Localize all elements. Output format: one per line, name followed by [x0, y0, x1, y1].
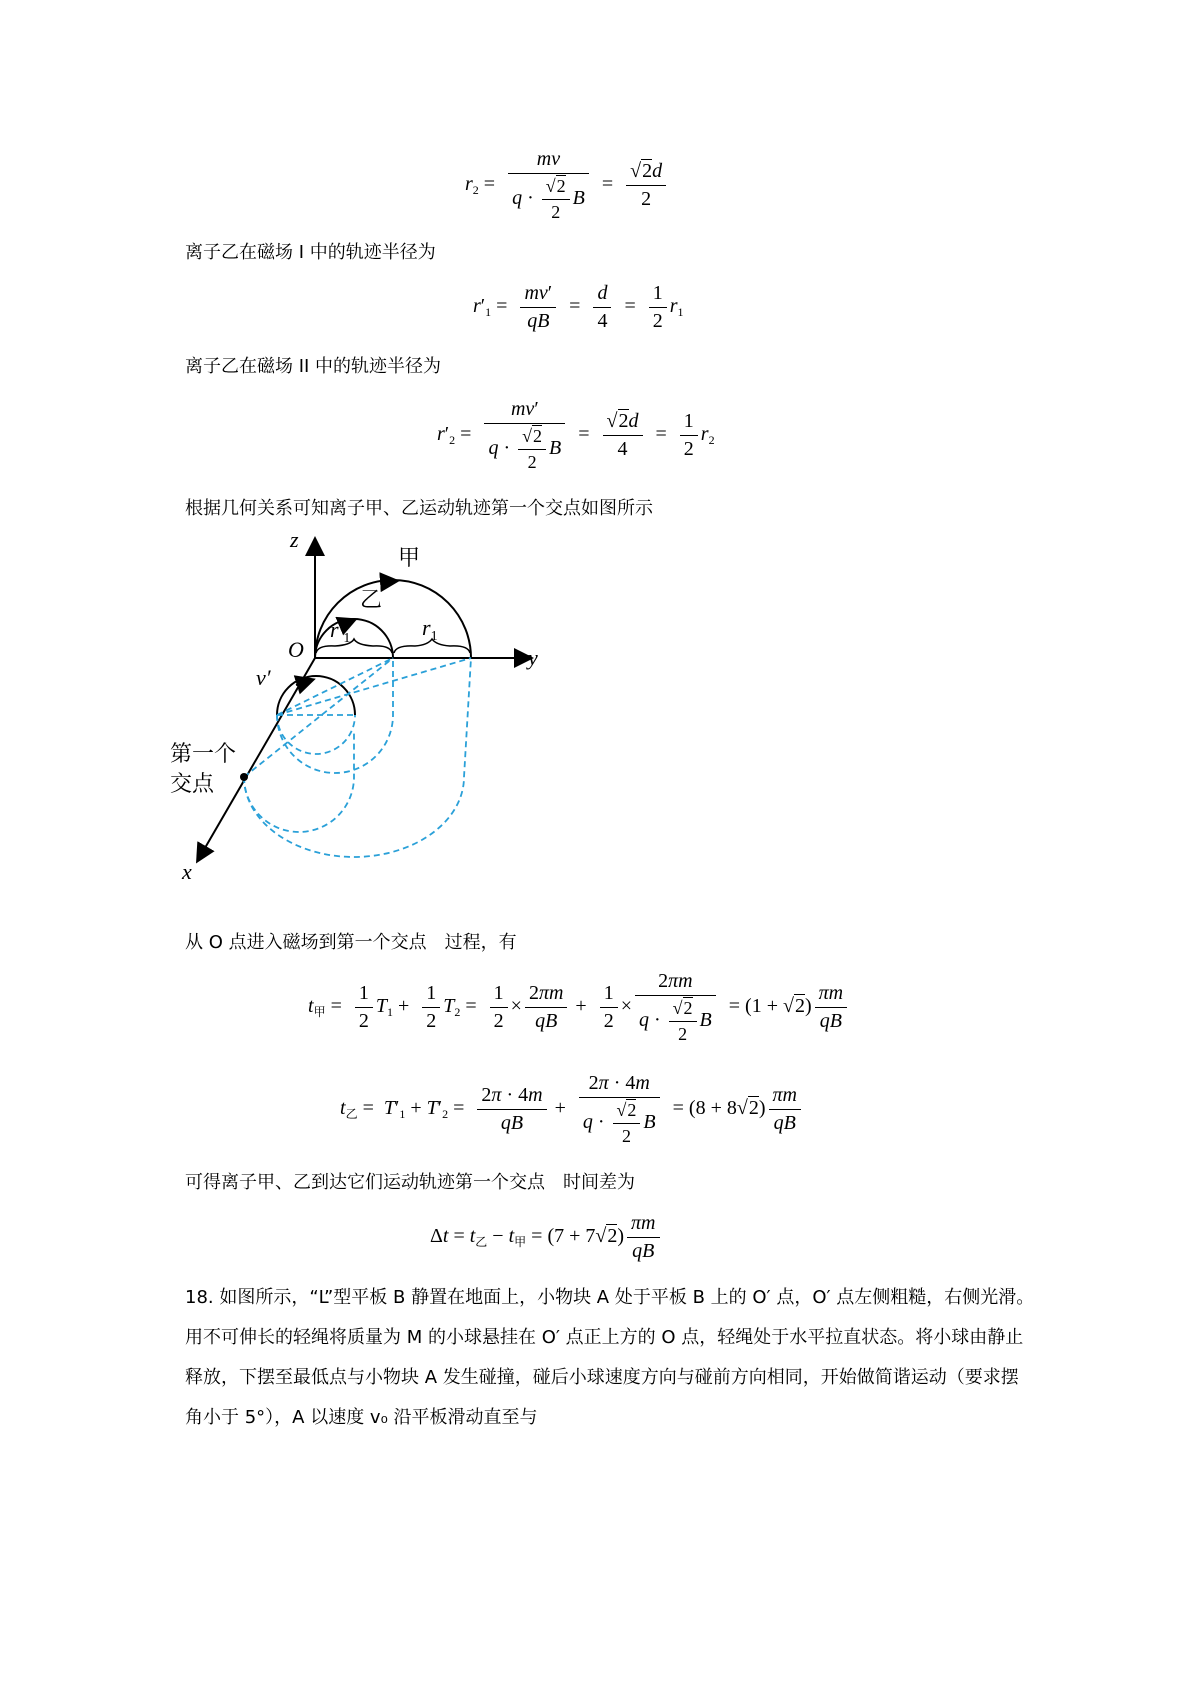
dash-arc-3 — [244, 730, 354, 832]
equation-r2-prime: $r'_2$ = mv′ q · $\frac{√2}{2}$ B = $\frac{√2d}{4}$ = $\frac{1}{2}$ $r_2$ — [437, 398, 715, 472]
intersection-label-1: 第一个 — [170, 742, 237, 767]
dash-arc-1 — [277, 715, 355, 754]
line-text-4: 从 O 点进入磁场到第一个交点 过程，有 — [185, 932, 517, 953]
yi-label: 乙 — [360, 588, 383, 613]
v-prime-label: v′ — [256, 665, 271, 690]
jia-arrow — [382, 581, 396, 582]
intersection-label-2: 交点 — [170, 772, 215, 797]
equation-t-jia: $t_甲$ = $\frac{1}{2}$ $T_1$ + $\frac{1}{2}$ $T_2$ = $\frac{1}{2}$ × $\frac{2\pi m}{qB}$ + $\frac{1}{2}$ × 2πm q · $\frac{√2}{2}$ B = (1 + √2) $\frac{\pi m}{qB}$ — [308, 970, 850, 1045]
dash-3 — [277, 658, 471, 715]
axis-y-label: y — [528, 645, 538, 670]
jia-label: 甲 — [398, 546, 421, 571]
brace-r1p — [316, 639, 392, 653]
first-intersection-dot — [240, 773, 248, 781]
equation-r2: $r_2$ = mv q · $\frac{√2}{2}$ B = $\frac{√2d}{2}$ — [465, 148, 669, 223]
line-text-2: 离子乙在磁场 II 中的轨迹半径为 — [185, 356, 442, 377]
dash-arc-2 — [277, 658, 393, 773]
r1p-label: $r'_1$ — [330, 617, 351, 646]
axis-x-label: x — [182, 859, 192, 884]
line-text-3: 根据几何关系可知离子甲、乙运动轨迹第一个交点如图所示 — [185, 498, 653, 519]
r1-label: $r_1$ — [422, 615, 438, 644]
equation-r1-prime: $r'_1$ = $\frac{mv'}{qB}$ = $\frac{d}{4}$ = $\frac{1}{2}$ $r_1$ — [473, 282, 684, 332]
trajectory-figure — [160, 525, 580, 890]
axis-z-label: z — [290, 527, 299, 552]
line-text-1: 离子乙在磁场 I 中的轨迹半径为 — [185, 242, 436, 263]
problem-18-text: 18. 如图所示，“L”型平板 B 静置在地面上，小物块 A 处于平板 B 上的 O′ 点，O′ 点左侧粗糙，右侧光滑。用不可伸长的轻绳将质量为 M 的小球悬挂在 O′ 点正上方的 O 点，轻绳处于水平拉直状态。将小球由静止释放，下摆至最低点与小物块 A 发生碰撞，碰后小球速度方向与碰前方向相同，开始做简谐运动（要求摆角小于 5°），A 以速度 v₀ 沿平板滑动直至与 — [185, 1287, 1035, 1428]
line-text-5: 可得离子甲、乙到达它们运动轨迹第一个交点 时间差为 — [185, 1172, 635, 1193]
origin-label: O — [288, 637, 304, 662]
equation-delta-t: $\Delta t = t_乙 - t_甲 = (7 + 7√2)$ $\frac{\pi m}{qB}$ — [430, 1212, 663, 1263]
equation-t-yi: $t_乙 = T'_1 + T'_2$ = $\frac{2\pi \cdot 4m}{qB}$ + 2π · 4m q · $\frac{√2}{2}$ B = (8 + 8√2) $\frac{\pi m}{qB}$ — [340, 1072, 804, 1147]
